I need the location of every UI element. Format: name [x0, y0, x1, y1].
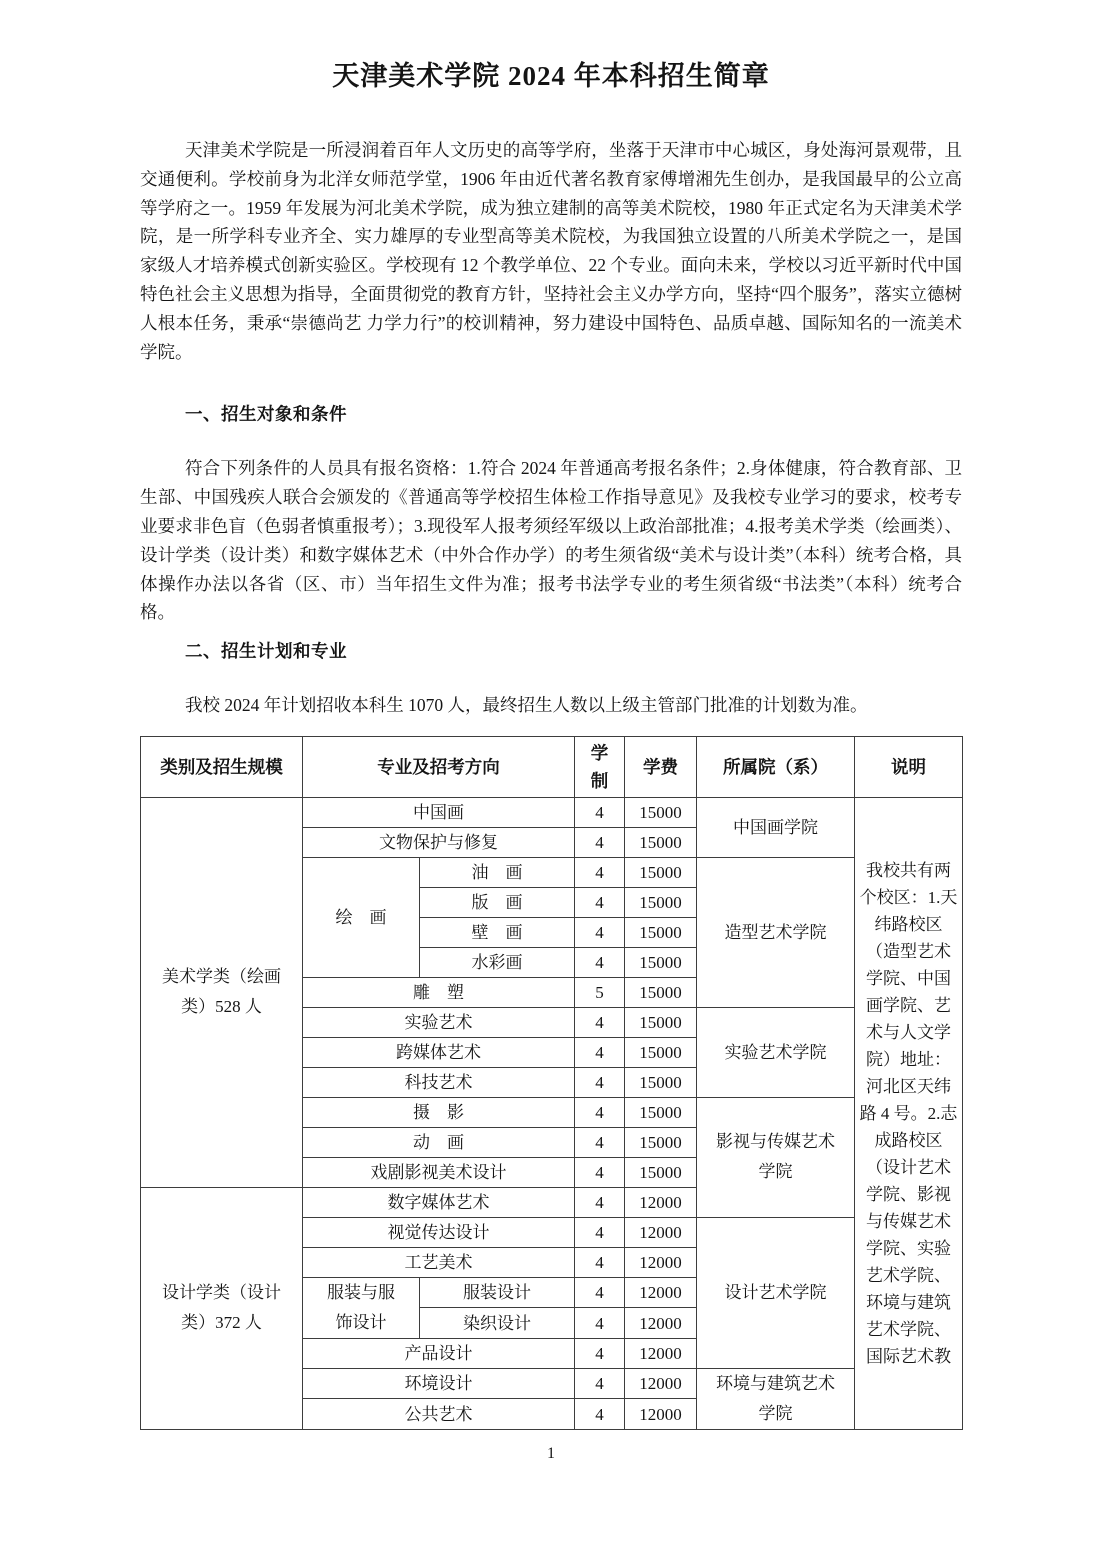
duration-cell: 4 [575, 1399, 625, 1430]
category-cell: 美术学类（绘画类）528 人 [141, 797, 303, 1187]
major-cell: 雕 塑 [303, 977, 575, 1007]
tuition-cell: 15000 [625, 1097, 697, 1127]
duration-cell: 5 [575, 977, 625, 1007]
duration-cell: 4 [575, 917, 625, 947]
tuition-cell: 12000 [625, 1399, 697, 1430]
tuition-cell: 15000 [625, 1037, 697, 1067]
tuition-cell: 15000 [625, 1127, 697, 1157]
major-cell: 油 画 [420, 857, 575, 887]
header-major: 专业及招考方向 [303, 736, 575, 797]
major-cell: 戏剧影视美术设计 [303, 1157, 575, 1187]
duration-cell: 4 [575, 1007, 625, 1037]
header-tuition: 学费 [625, 736, 697, 797]
duration-cell: 4 [575, 827, 625, 857]
duration-cell: 4 [575, 857, 625, 887]
page-number: 1 [547, 1444, 555, 1462]
duration-cell: 4 [575, 1067, 625, 1097]
tuition-cell: 12000 [625, 1247, 697, 1277]
tuition-cell: 15000 [625, 1007, 697, 1037]
note-cell [855, 797, 963, 1429]
major-cell: 服装设计 [420, 1277, 575, 1308]
intro-paragraph: 天津美术学院是一所浸润着百年人文历史的高等学府，坐落于天津市中心城区，身处海河景观带，且交通便利。学校前身为北洋女师范学堂，1906 年由近代著名教育家傅增湘先生创办，是我国最早的公立高等学府之一。1959 年发展为河北美术学院，成为独立建制的高等美术院校，1980 年正式定名为天津美术学院，是一所学科专业齐全、实力雄厚的专业型高等美术院校，为我国独立设置的八所美术学院之一，是国家级人才培养模式创新实验区。学校现有 12 个教学单位、22 个专业。面向未来，学校以习近平新时代中国特色社会主义思想为指导，全面贯彻党的教育方针，坚持社会主义办学方向，坚持“四个服务”，落实立德树人根本任务，秉承“崇德尚艺 力学力行”的校训精神，努力建设中国特色、品质卓越、国际知名的一流美术学院。 [140, 140, 962, 362]
duration-cell: 4 [575, 1338, 625, 1368]
duration-cell: 4 [575, 1217, 625, 1247]
department-cell: 造型艺术学院 [697, 857, 855, 1007]
major-cell: 文物保护与修复 [303, 827, 575, 857]
note-text: 我校共有两个校区：1.天纬路校区（造型艺术学院、中国画学院、艺术与人文学院）地址：河北区天纬路 4 号。2.志成路校区（设计艺术学院、影视与传媒艺术学院、实验艺术学院、环境与建筑艺术学院、国际艺术教 [859, 860, 958, 1366]
major-cell: 产品设计 [303, 1338, 575, 1368]
duration-cell: 4 [575, 887, 625, 917]
duration-cell: 4 [575, 1368, 625, 1399]
major-cell: 公共艺术 [303, 1399, 575, 1430]
tuition-cell: 12000 [625, 1187, 697, 1217]
table-row [141, 797, 963, 827]
duration-cell: 4 [575, 797, 625, 827]
section-1-heading: 一、招生对象和条件 [185, 404, 347, 425]
major-cell: 工艺美术 [303, 1247, 575, 1277]
tuition-cell: 12000 [625, 1308, 697, 1339]
major-cell: 水彩画 [420, 947, 575, 977]
major-cell: 视觉传达设计 [303, 1217, 575, 1247]
department-cell: 环境与建筑艺术学院 [697, 1368, 855, 1429]
duration-cell: 4 [575, 947, 625, 977]
major-cell: 中国画 [303, 797, 575, 827]
tuition-cell: 12000 [625, 1338, 697, 1368]
department-cell: 中国画学院 [697, 797, 855, 857]
tuition-cell: 15000 [625, 917, 697, 947]
department-cell: 实验艺术学院 [697, 1007, 855, 1097]
tuition-cell: 15000 [625, 827, 697, 857]
major-cell: 版 画 [420, 887, 575, 917]
header-department: 所属院（系） [697, 736, 855, 797]
duration-cell: 4 [575, 1157, 625, 1187]
tuition-cell: 12000 [625, 1277, 697, 1308]
department-cell: 设计艺术学院 [697, 1217, 855, 1368]
major-cell: 跨媒体艺术 [303, 1037, 575, 1067]
duration-cell: 4 [575, 1187, 625, 1217]
major-group-cell: 服装与服饰设计 [303, 1277, 420, 1338]
major-cell: 科技艺术 [303, 1067, 575, 1097]
tuition-cell: 15000 [625, 1157, 697, 1187]
header-category: 类别及招生规模 [141, 736, 303, 797]
duration-cell: 4 [575, 1247, 625, 1277]
major-cell: 染织设计 [420, 1308, 575, 1339]
tuition-cell: 15000 [625, 1067, 697, 1097]
tuition-cell: 15000 [625, 977, 697, 1007]
enrollment-plan-table [140, 736, 963, 1430]
major-cell: 摄 影 [303, 1097, 575, 1127]
duration-cell: 4 [575, 1308, 625, 1339]
major-cell: 环境设计 [303, 1368, 575, 1399]
duration-cell: 4 [575, 1037, 625, 1067]
section-1-paragraph: 符合下列条件的人员具有报名资格：1.符合 2024 年普通高考报名条件；2.身体健康，符合教育部、卫生部、中国残疾人联合会颁发的《普通高等学校招生体检工作指导意见》及我校专业学习的要求，校考专业要求非色盲（色弱者慎重报考）；3.现役军人报考须经军级以上政治部批准；4.报考美术学类（绘画类）、设计学类（设计类）和数字媒体艺术（中外合作办学）的考生须省级“美术与设计类”（本科）统考合格，具体操作办法以各省（区、市）当年招生文件为准；报考书法学专业的考生须省级“书法类”（本科）统考合格。 [140, 458, 962, 623]
category-cell: 设计学类（设计类）372 人 [141, 1187, 303, 1429]
table-header-row [141, 736, 963, 797]
major-cell: 壁 画 [420, 917, 575, 947]
header-duration-label: 学制 [590, 742, 609, 791]
major-cell: 动 画 [303, 1127, 575, 1157]
major-cell: 实验艺术 [303, 1007, 575, 1037]
tuition-cell: 15000 [625, 947, 697, 977]
tuition-cell: 15000 [625, 887, 697, 917]
tuition-cell: 15000 [625, 857, 697, 887]
section-2-paragraph: 我校 2024 年计划招收本科生 1070 人，最终招生人数以上级主管部门批准的计划数为准。 [185, 695, 868, 716]
header-note: 说明 [855, 736, 963, 797]
department-cell: 影视与传媒艺术学院 [697, 1097, 855, 1217]
tuition-cell: 12000 [625, 1217, 697, 1247]
header-duration [575, 736, 625, 797]
duration-cell: 4 [575, 1277, 625, 1308]
tuition-cell: 12000 [625, 1368, 697, 1399]
document-page [140, 0, 962, 1464]
duration-cell: 4 [575, 1097, 625, 1127]
page-title: 天津美术学院 2024 年本科招生简章 [332, 61, 770, 91]
major-group-cell: 绘 画 [303, 857, 420, 977]
section-2-heading: 二、招生计划和专业 [185, 641, 347, 662]
tuition-cell: 15000 [625, 797, 697, 827]
duration-cell: 4 [575, 1127, 625, 1157]
major-cell: 数字媒体艺术 [303, 1187, 575, 1217]
